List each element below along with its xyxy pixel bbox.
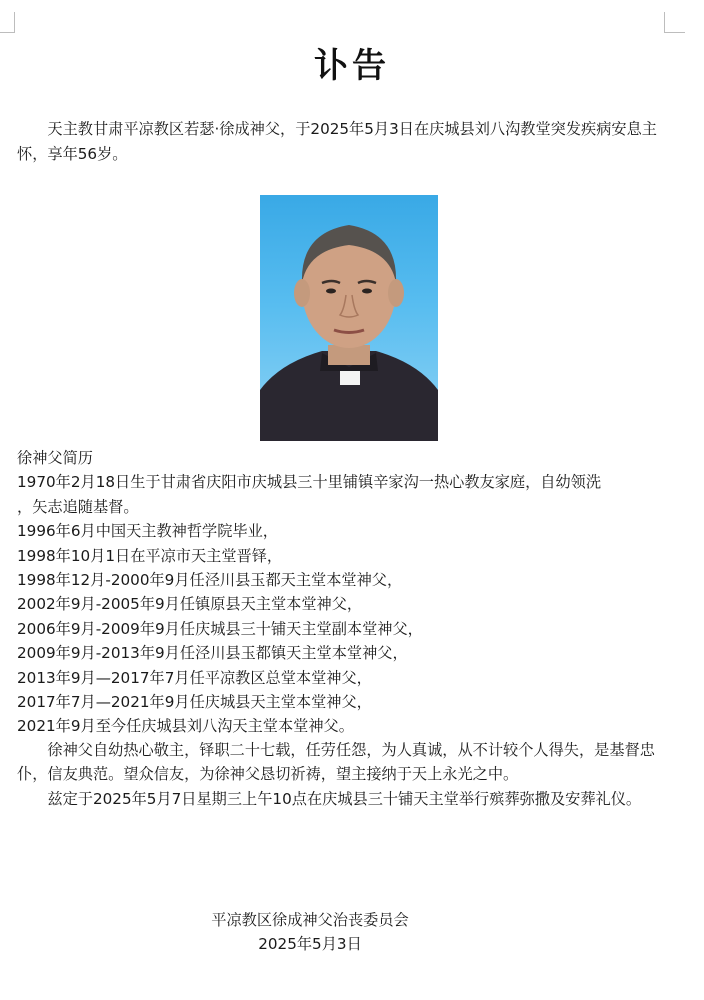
bio-line: 2006年9月-2009年9月任庆城县三十铺天主堂副本堂神父，: [17, 619, 423, 638]
crop-mark-top-left: [0, 12, 15, 33]
bio-line: 2013年9月—2017年7月任平凉教区总堂本堂神父，: [17, 668, 372, 687]
bio-heading: 徐神父简历: [17, 449, 93, 467]
portrait-illustration: [260, 195, 438, 441]
portrait-photo: [260, 195, 438, 441]
bio-line: 2017年7月—2021年9月任庆城县天主堂本堂神父，: [17, 693, 372, 712]
opening-paragraph: 天主教甘肃平凉教区若瑟·徐成神父，于2025年5月3日在庆城县刘八沟教堂突发疾病安息主怀，享年56岁。: [17, 120, 657, 163]
bio-line: 1998年12月-2000年9月任泾川县玉都天主堂本堂神父，: [17, 571, 403, 590]
bio-line: ，矢志追随基督。: [17, 497, 139, 516]
bio-line: 1998年10月1日在平凉市天主堂晋铎，: [17, 546, 283, 565]
crop-mark-top-right: [664, 12, 685, 33]
tribute-paragraph: 徐神父自幼热心敬主，铎职二十七载，任劳任怨，为人真诚，从不计较个人得失，是基督忠仆，信友典范。望众信友，为徐神父恳切祈祷，望主接纳于天上永光之中。: [17, 741, 655, 784]
bio-line: 1970年2月18日生于甘肃省庆阳市庆城县三十里铺镇辛家沟一热心教友家庭，自幼领洗: [17, 473, 602, 492]
bio-line: 2009年9月-2013年9月任泾川县玉都镇天主堂本堂神父，: [17, 644, 408, 663]
signature-committee: 平凉教区徐成神父治丧委员会: [211, 911, 409, 929]
bio-line: 2002年9月-2005年9月任镇原县天主堂本堂神父，: [17, 595, 363, 614]
bio-line: 2021年9月至今任庆城县刘八沟天主堂本堂神父。: [17, 717, 354, 736]
biography: [17, 446, 677, 739]
funeral-notice: 兹定于2025年5月7日星期三上午10点在庆城县三十铺天主堂举行殡葬弥撒及安葬礼仪。: [47, 790, 642, 808]
page-title: 讣告: [314, 46, 390, 86]
bio-line: 1996年6月中国天主教神哲学院毕业，: [17, 522, 278, 541]
signature-date: 2025年5月3日: [258, 935, 362, 953]
